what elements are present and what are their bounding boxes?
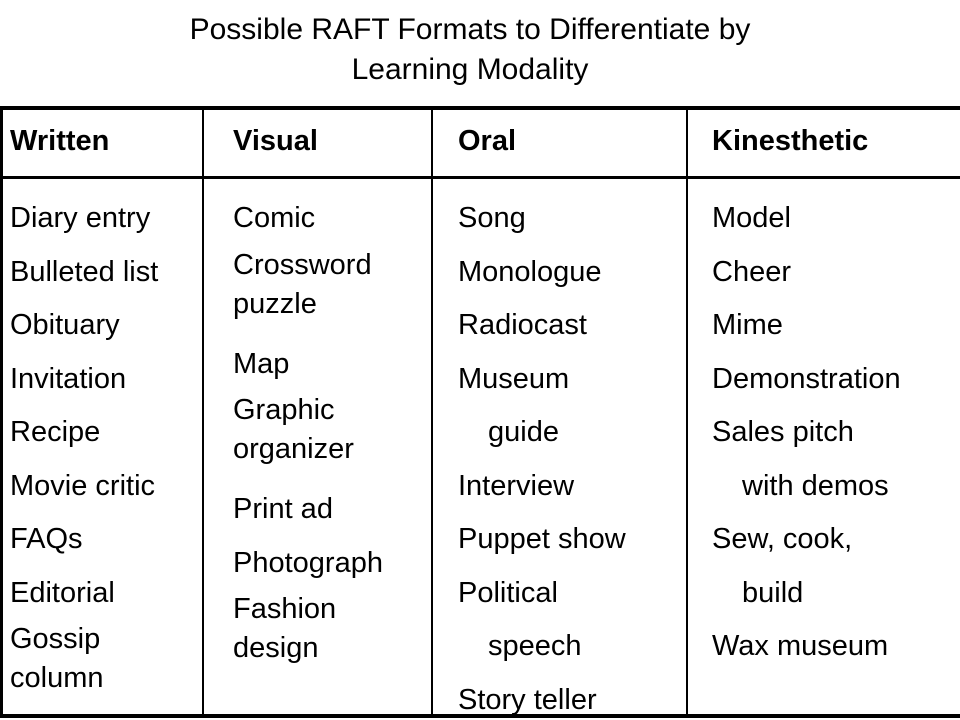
column-written (10, 192, 200, 712)
header-written: Written (10, 125, 110, 157)
header-oral: Oral (458, 125, 517, 157)
list-item: Editorial (10, 576, 115, 609)
list-item: Museum (458, 362, 570, 395)
list-item: Story teller (458, 683, 597, 716)
header-divider (0, 176, 960, 179)
column-kinesthetic (712, 192, 957, 674)
header-kinesthetic: Kinesthetic (712, 125, 869, 157)
list-item: Sew, cook, (712, 523, 853, 555)
list-item: Gossip column (10, 623, 104, 694)
list-item: Fashion design (233, 593, 337, 664)
column-border-2 (431, 106, 433, 718)
column-border-1 (202, 106, 204, 718)
list-item: Recipe (10, 416, 101, 448)
list-item: Radiocast (458, 309, 587, 341)
table-top-border (0, 106, 960, 110)
list-item: Movie critic (10, 469, 156, 502)
column-visual (233, 192, 428, 682)
list-item: with demos (742, 469, 889, 502)
title-line-1: Possible RAFT Formats to Differentiate by (189, 13, 751, 46)
list-item: Obituary (10, 309, 120, 341)
list-item: Mime (712, 309, 783, 341)
list-item: Comic (233, 202, 316, 234)
list-item: Diary entry (10, 202, 151, 234)
list-item: Wax museum (712, 630, 889, 662)
list-item: FAQs (10, 523, 83, 555)
list-item: Photograph (233, 546, 383, 579)
column-border-3 (686, 106, 688, 718)
list-item: Interview (458, 469, 575, 502)
formats-table (0, 106, 960, 720)
list-item: Cheer (712, 255, 791, 288)
list-item: Song (458, 202, 526, 234)
list-item: Political (458, 576, 558, 609)
title-line-2: Learning Modality (351, 53, 589, 86)
column-oral (458, 192, 683, 720)
list-item: guide (488, 416, 559, 448)
list-item: Demonstration (712, 362, 901, 395)
list-item: Bulleted list (10, 255, 159, 288)
list-item: Invitation (10, 362, 127, 395)
list-item: Puppet show (458, 523, 626, 555)
list-item: Crossword puzzle (233, 248, 372, 320)
header-visual: Visual (233, 125, 318, 157)
list-item: Model (712, 202, 791, 234)
list-item: Monologue (458, 255, 602, 288)
column-border-left (0, 106, 3, 718)
slide-title (0, 10, 940, 90)
list-item: Print ad (233, 493, 333, 525)
list-item: Map (233, 347, 290, 380)
list-item: Graphic organizer (233, 394, 354, 465)
list-item: build (742, 576, 804, 609)
list-item: Sales pitch (712, 416, 854, 448)
list-item: speech (488, 630, 582, 662)
